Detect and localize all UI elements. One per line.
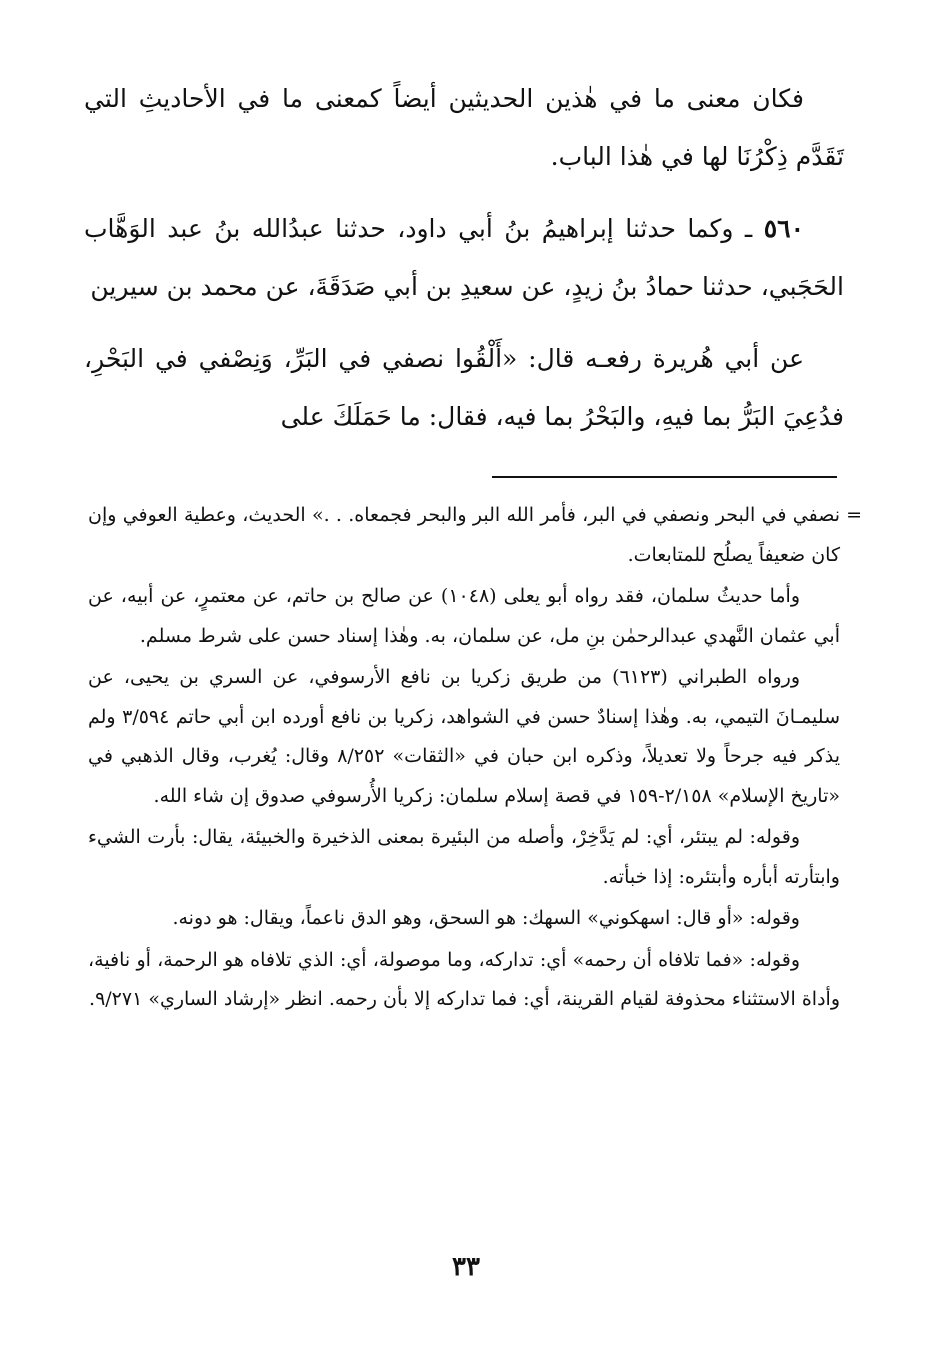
- footnote-separator: [492, 476, 837, 478]
- footnote-paragraph-1: [88, 496, 862, 575]
- continuation-mark: =: [846, 504, 862, 526]
- page-number: ٣٣: [452, 1252, 480, 1282]
- footnote-paragraph-1-text: نصفي في البحر ونصفي في البر، فأمر الله البر والبحر فجمعاه. . .» الحديث، وعطية العوفي وإن كان ضعيفاً يصلُح للمتابعات.: [88, 504, 840, 566]
- footnote-paragraph-2: وأما حديثُ سلمان، فقد رواه أبو يعلى (١٠٤٨) عن صالح بن حاتم، عن معتمرٍ، عن أبيه، عن أبي عثمان النَّهدي عبدالرحمٰن بنِ مل، عن سلمان، به. وهٰذا إسناد حسن على شرط مسلم.: [88, 585, 840, 647]
- main-text: [84, 70, 844, 460]
- footnote-paragraph-4: وقوله: لم يبتئر، أي: لم يَدَّخِرْ، وأصله من البئيرة بمعنى الذخيرة والخبيئة، يقال: بأرت الشيء وابتأرته أبأره وأبتئره: إذا خبأته.: [88, 826, 840, 888]
- footnote-paragraph-5: وقوله: «أو قال: اسهكوني» السهك: هو السحق، وهو الدق ناعماً، ويقال: هو دونه.: [172, 907, 800, 929]
- main-paragraph-3: عن أبي هُريرة رفعـه قال: «أَلْقُوا نصفي في البَرِّ، وَنِصْفي في البَحْرِ، فدُعِيَ البَرُّ بما فيهِ، والبَحْرُ بما فيه، فقال: ما حَمَلَكَ على: [84, 344, 844, 431]
- footnotes: [88, 496, 862, 1022]
- hadith-number: ٥٦٠: [763, 214, 805, 243]
- main-paragraph-2: [84, 200, 844, 316]
- main-paragraph-2-text: ـ وكما حدثنا إبراهيمُ بنُ أبي داود، حدثنا عبدُالله بنُ عبد الوَهَّاب الحَجَبي، حدثنا حمادُ بنُ زيدٍ، عن سعيدِ بن أبي صَدَقَةَ، عن محمد بن سيرين: [84, 214, 844, 301]
- main-paragraph-1: فكان معنى ما في هٰذين الحديثين أيضاً كمعنى ما في الأحاديثِ التي تَقَدَّم ذِكْرُنَا لها في هٰذا الباب.: [84, 84, 844, 171]
- footnote-paragraph-6: وقوله: «فما تلافاه أن رحمه» أي: تداركه، وما موصولة، أي: الذي تلافاه هو الرحمة، أو نافية، وأداة الاستثناء محذوفة لقيام القرينة، أي: فما تداركه إلا بأن رحمه. انظر «إرشاد الساري» ٩/٢٧١.: [88, 948, 840, 1010]
- footnote-paragraph-3: ورواه الطبراني (٦١٢٣) من طريق زكريا بن نافع الأرسوفي، عن السري بن يحيى، عن سليمـانَ التيمي، به. وهٰذا إسنادٌ حسن في الشواهد، زكريا بن نافع أورده ابن أبي حاتم ٣/٥٩٤ ولم يذكر فيه جرحاً ولا تعديلاً، وذكره ابن حبان في «الثقات» ٨/٢٥٢ وقال: يُغرب، وقال الذهبي في «تاريخ الإسلام» ٢/١٥٨-١٥٩ في قصة إسلام سلمان: زكريا الأُرسوفي صدوق إن شاء الله.: [88, 666, 840, 807]
